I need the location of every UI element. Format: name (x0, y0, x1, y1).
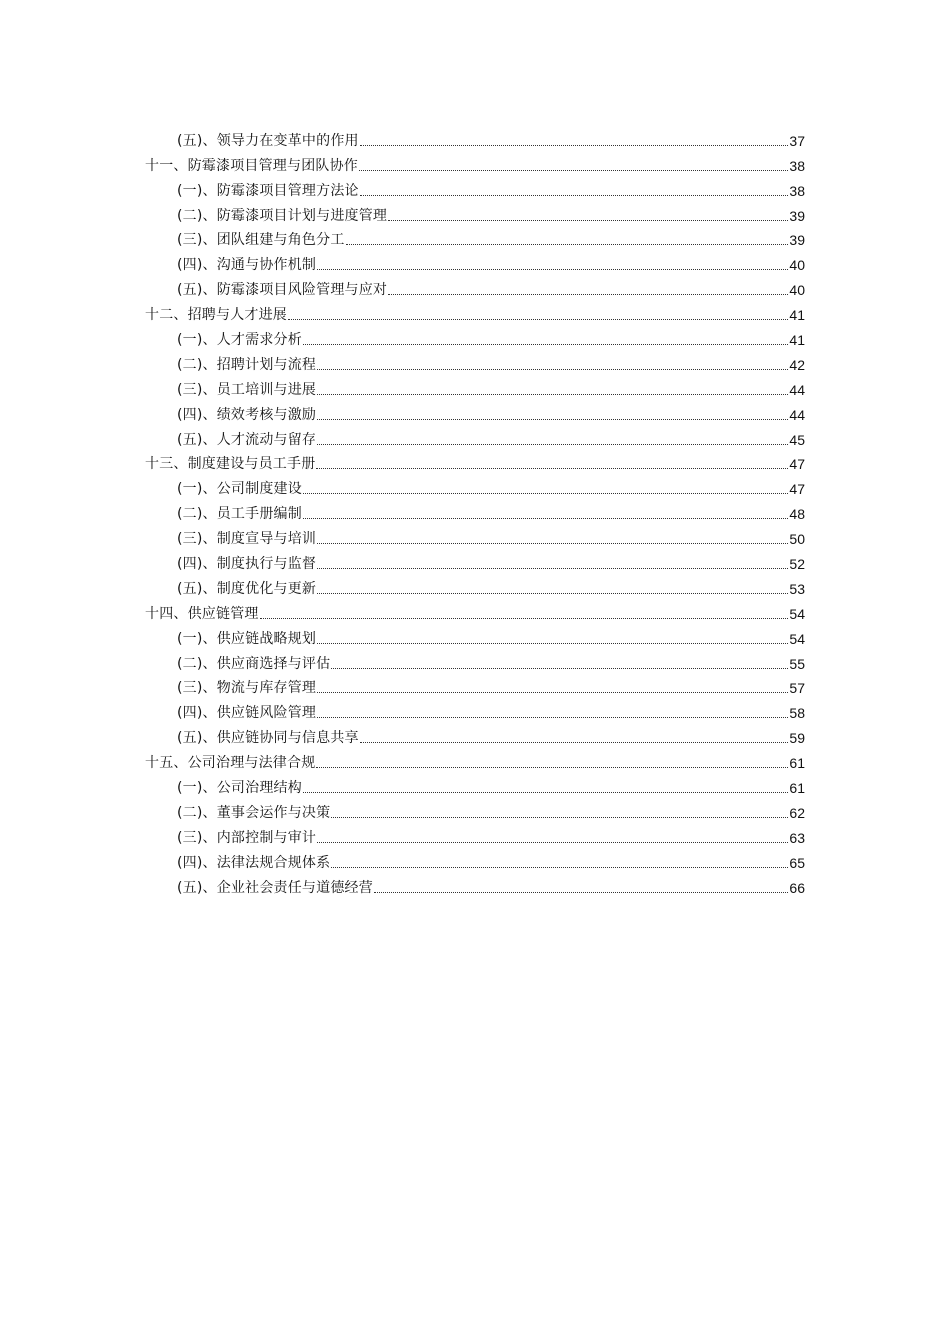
toc-entry-label: (四)、沟通与协作机制 (177, 257, 317, 274)
dot-leader (316, 766, 788, 768)
toc-section-entry[interactable] (145, 697, 805, 722)
toc-section-entry[interactable] (145, 797, 805, 822)
toc-page-number: 66 (789, 879, 805, 896)
toc-page-number: 44 (789, 406, 805, 423)
dot-leader (317, 268, 788, 270)
toc-chapter-entry[interactable] (145, 747, 805, 772)
dot-leader (317, 841, 788, 843)
toc-entry-label: 十三、制度建设与员工手册 (145, 456, 316, 473)
toc-section-entry[interactable] (145, 523, 805, 548)
toc-chapter-entry[interactable] (145, 299, 805, 324)
toc-page-number: 50 (789, 531, 805, 548)
toc-entry-label: (五)、防霉漆项目风险管理与应对 (177, 282, 388, 299)
dot-leader (331, 667, 788, 669)
toc-entry-label: (四)、制度执行与监督 (177, 556, 317, 573)
dot-leader (388, 219, 788, 221)
toc-section-entry[interactable] (145, 424, 805, 449)
toc-section-entry[interactable] (145, 623, 805, 648)
toc-section-entry[interactable] (145, 498, 805, 523)
toc-section-entry[interactable] (145, 200, 805, 225)
toc-entry-label: (二)、董事会运作与决策 (177, 804, 331, 821)
toc-entry-label: (二)、员工手册编制 (177, 506, 302, 523)
toc-entry-label: 十二、招聘与人才进展 (145, 307, 287, 324)
toc-page-number: 47 (789, 481, 805, 498)
toc-page-number: 61 (789, 780, 805, 797)
dot-leader (317, 368, 788, 370)
toc-entry-label: (四)、绩效考核与激励 (177, 406, 317, 423)
toc-page-number: 40 (789, 257, 805, 274)
toc-entry-label: (一)、公司制度建设 (177, 481, 302, 498)
dot-leader (303, 517, 788, 519)
toc-entry-label: (二)、招聘计划与流程 (177, 356, 317, 373)
toc-page-number: 44 (789, 381, 805, 398)
toc-section-entry[interactable] (145, 847, 805, 872)
toc-entry-label: (一)、人才需求分析 (177, 332, 302, 349)
dot-leader (388, 293, 788, 295)
dot-leader (317, 642, 788, 644)
toc-entry-label: (一)、防霉漆项目管理方法论 (177, 182, 359, 199)
toc-section-entry[interactable] (145, 175, 805, 200)
toc-section-entry[interactable] (145, 349, 805, 374)
toc-section-entry[interactable] (145, 648, 805, 673)
dot-leader (317, 716, 788, 718)
dot-leader (360, 194, 789, 196)
dot-leader (317, 542, 788, 544)
dot-leader (317, 567, 788, 569)
toc-page-number: 48 (789, 506, 805, 523)
toc-section-entry[interactable] (145, 399, 805, 424)
toc-chapter-entry[interactable] (145, 150, 805, 175)
toc-page-number: 40 (789, 282, 805, 299)
table-of-contents (145, 125, 805, 897)
dot-leader (359, 169, 788, 171)
toc-entry-label: (三)、团队组建与角色分工 (177, 232, 345, 249)
toc-page-number: 55 (789, 655, 805, 672)
toc-entry-label: (一)、供应链战略规划 (177, 630, 317, 647)
toc-section-entry[interactable] (145, 374, 805, 399)
toc-chapter-entry[interactable] (145, 598, 805, 623)
dot-leader (316, 467, 788, 469)
toc-entry-label: (五)、制度优化与更新 (177, 580, 317, 597)
dot-leader (346, 243, 789, 245)
toc-section-entry[interactable] (145, 324, 805, 349)
toc-entry-label: (二)、供应商选择与评估 (177, 655, 331, 672)
toc-page-number: 39 (789, 232, 805, 249)
toc-entry-label: (四)、法律法规合规体系 (177, 854, 331, 871)
toc-page-number: 41 (789, 332, 805, 349)
toc-chapter-entry[interactable] (145, 449, 805, 474)
toc-entry-label: (三)、内部控制与审计 (177, 829, 317, 846)
toc-page-number: 52 (789, 556, 805, 573)
toc-entry-label: (五)、人才流动与留存 (177, 431, 317, 448)
dot-leader (303, 343, 788, 345)
toc-page-number: 63 (789, 829, 805, 846)
toc-entry-label: (三)、制度宣导与培训 (177, 531, 317, 548)
toc-page-number: 47 (789, 456, 805, 473)
toc-entry-label: 十五、公司治理与法律合规 (145, 755, 316, 772)
toc-page-number: 65 (789, 854, 805, 871)
toc-section-entry[interactable] (145, 225, 805, 250)
toc-page-number: 41 (789, 307, 805, 324)
toc-page-number: 58 (789, 705, 805, 722)
toc-section-entry[interactable] (145, 274, 805, 299)
dot-leader (303, 791, 788, 793)
toc-page-number: 62 (789, 804, 805, 821)
toc-page-number: 53 (789, 580, 805, 597)
toc-section-entry[interactable] (145, 473, 805, 498)
toc-entry-label: (一)、公司治理结构 (177, 780, 302, 797)
toc-page-number: 42 (789, 356, 805, 373)
toc-section-entry[interactable] (145, 673, 805, 698)
toc-section-entry[interactable] (145, 822, 805, 847)
toc-page-number: 39 (789, 207, 805, 224)
dot-leader (331, 866, 788, 868)
dot-leader (317, 592, 788, 594)
toc-page-number: 38 (789, 157, 805, 174)
dot-leader (360, 741, 789, 743)
dot-leader (288, 318, 788, 320)
toc-section-entry[interactable] (145, 722, 805, 747)
toc-page-number: 45 (789, 431, 805, 448)
toc-entry-label: (三)、物流与库存管理 (177, 680, 317, 697)
toc-section-entry[interactable] (145, 249, 805, 274)
toc-page-number: 57 (789, 680, 805, 697)
toc-section-entry[interactable] (145, 125, 805, 150)
toc-page-number: 54 (789, 630, 805, 647)
toc-page-number: 37 (789, 132, 805, 149)
dot-leader (317, 393, 788, 395)
toc-entry-label: (二)、防霉漆项目计划与进度管理 (177, 207, 388, 224)
toc-page-number: 54 (789, 605, 805, 622)
dot-leader (374, 891, 788, 893)
toc-entry-label: 十四、供应链管理 (145, 605, 259, 622)
dot-leader (331, 816, 788, 818)
toc-section-entry[interactable] (145, 573, 805, 598)
toc-entry-label: (五)、供应链协同与信息共享 (177, 730, 359, 747)
toc-entry-label: 十一、防霉漆项目管理与团队协作 (145, 157, 358, 174)
toc-entry-label: (三)、员工培训与进展 (177, 381, 317, 398)
toc-entry-label: (五)、领导力在变革中的作用 (177, 132, 359, 149)
toc-entry-label: (五)、企业社会责任与道德经营 (177, 879, 373, 896)
toc-section-entry[interactable] (145, 872, 805, 897)
toc-section-entry[interactable] (145, 548, 805, 573)
toc-page-number: 61 (789, 755, 805, 772)
dot-leader (317, 443, 788, 445)
toc-page-number: 59 (789, 730, 805, 747)
toc-section-entry[interactable] (145, 772, 805, 797)
dot-leader (317, 418, 788, 420)
dot-leader (360, 144, 789, 146)
toc-entry-label: (四)、供应链风险管理 (177, 705, 317, 722)
dot-leader (303, 492, 788, 494)
dot-leader (260, 617, 789, 619)
toc-page-number: 38 (789, 182, 805, 199)
dot-leader (317, 691, 788, 693)
